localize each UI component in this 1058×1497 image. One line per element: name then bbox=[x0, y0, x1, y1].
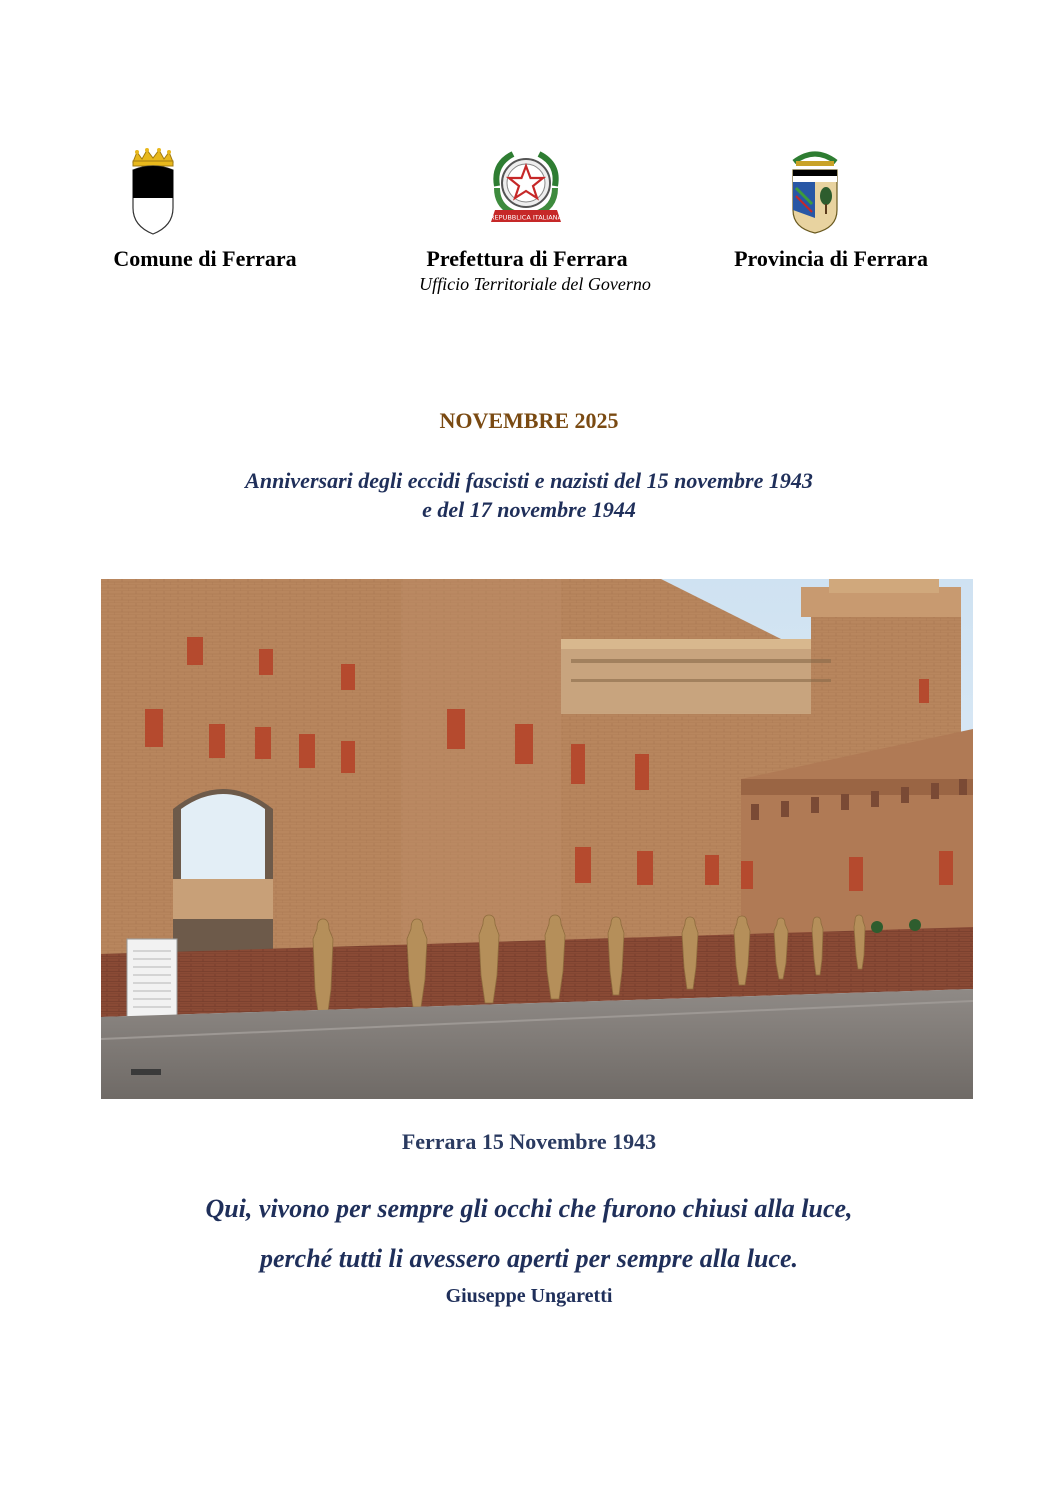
subtitle-line-2: e del 17 novembre 1944 bbox=[422, 497, 636, 522]
comune-ferrara-crest-icon bbox=[127, 148, 179, 236]
provincia-ferrara-crest-icon bbox=[788, 148, 842, 234]
anniversary-subtitle bbox=[0, 466, 1058, 524]
photo-caption: Ferrara 15 Novembre 1943 bbox=[401, 1129, 657, 1154]
italian-republic-emblem-icon bbox=[487, 146, 565, 228]
comune-name: Comune di Ferrara bbox=[113, 246, 297, 271]
prefettura-subtitle: Ufficio Territoriale del Governo bbox=[419, 274, 651, 294]
quote-author: Giuseppe Ungaretti bbox=[445, 1285, 613, 1307]
quote-line-2: perché tutti li avessero aperti per sempre alla luce. bbox=[260, 1244, 798, 1273]
provincia-name: Provincia di Ferrara bbox=[734, 246, 928, 271]
emblem-ribbon-text: REPUBBLICA ITALIANA bbox=[490, 213, 562, 222]
quote-line-1: Qui, vivono per sempre gli occhi che furono chiusi alla luce, bbox=[205, 1194, 853, 1223]
ungaretti-quote bbox=[0, 1184, 1058, 1284]
castello-estense-memorial-photo bbox=[101, 579, 973, 1099]
date-title: NOVEMBRE 2025 bbox=[439, 408, 619, 433]
prefettura-name: Prefettura di Ferrara bbox=[426, 246, 628, 271]
subtitle-line-1: Anniversari degli eccidi fascisti e nazisti del 15 novembre 1943 bbox=[245, 468, 813, 493]
